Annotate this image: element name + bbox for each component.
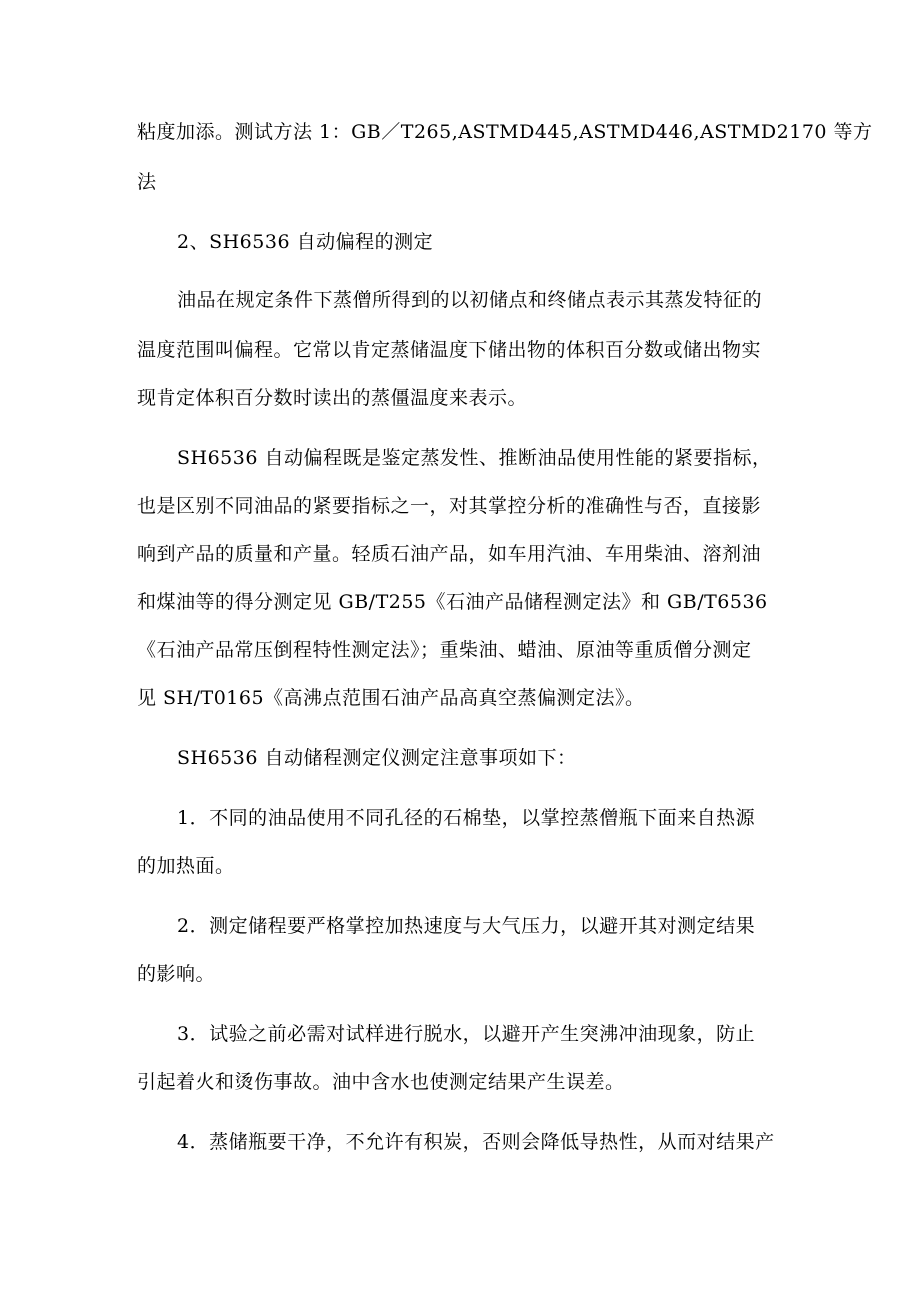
text-line: 油品在规定条件下蒸僧所得到的以初储点和终储点表示其蒸发特征的 [177,289,763,311]
text-line: SH6536 自动储程测定仪测定注意事项如下： [177,747,577,769]
text-line: 也是区别不同油品的紧要指标之一，对其掌控分析的准确性与否，直接影 [137,495,762,517]
text-line: 《石油产品常压倒程特性测定法》；重柴油、蜡油、原油等重质僧分测定 [137,639,752,661]
text-line: 法 [137,171,157,193]
section-heading: 2、SH6536 自动偏程的测定 [177,231,434,253]
text-line: 粘度加添。测试方法 1：GB／T265,ASTMD445,ASTMD446,ASTMD2170 等方 [137,121,873,143]
text-line: 响到产品的质量和产量。轻质石油产品，如车用汽油、车用柴油、溶剂油 [137,543,762,565]
text-line: 引起着火和烫伤事故。油中含水也使测定结果产生误差。 [137,1071,625,1093]
text-line: 见 SH/T0165《高沸点范围石油产品高真空蒸偏测定法》。 [137,687,645,709]
list-item: 2．测定储程要严格掌控加热速度与大气压力，以避开其对测定结果 [177,915,756,937]
list-item: 1．不同的油品使用不同孔径的石棉垫，以掌控蒸僧瓶下面来自热源 [177,807,756,829]
text-line: 的加热面。 [137,855,235,877]
text-line: SH6536 自动偏程既是鉴定蒸发性、推断油品使用性能的紧要指标， [177,447,772,469]
text-line: 和煤油等的得分测定见 GB/T255《石油产品储程测定法》和 GB/T6536 [137,591,768,613]
list-item: 3．试验之前必需对试样进行脱水，以避开产生突沸冲油现象，防止 [177,1023,756,1045]
text-line: 的影响。 [137,963,216,985]
text-line: 现肯定体积百分数时读出的蒸僵温度来表示。 [137,387,528,409]
list-item: 4．蒸储瓶要干净，不允许有积炭，否则会降低导热性，从而对结果产 [177,1131,775,1153]
text-line: 温度范围叫偏程。它常以肯定蒸储温度下储出物的体积百分数或储出物实 [137,339,762,361]
